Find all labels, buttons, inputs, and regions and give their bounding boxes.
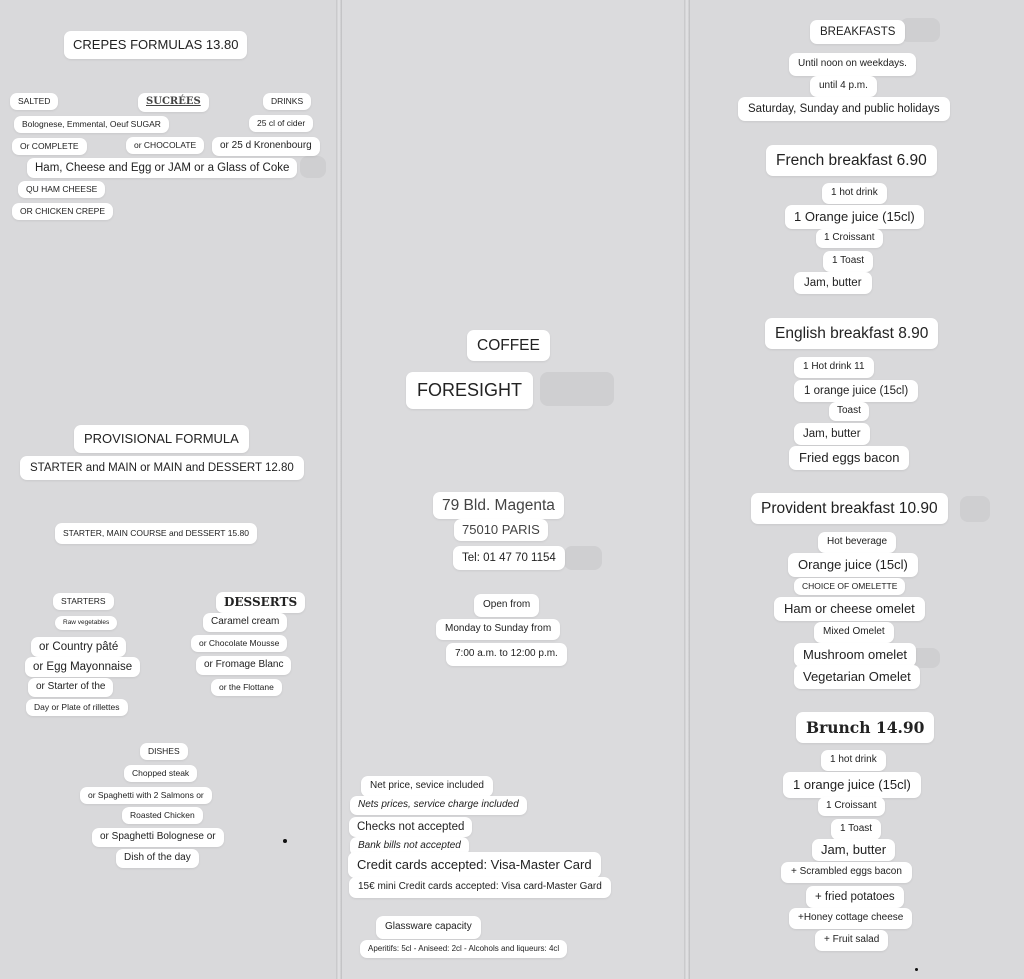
sucrees-label: SUCRÉES bbox=[138, 93, 209, 112]
english-item: 1 orange juice (15cl) bbox=[794, 380, 918, 402]
checks-not-accepted: Checks not accepted bbox=[349, 817, 472, 837]
french-item: Jam, butter bbox=[794, 272, 872, 294]
french-breakfast-title: French breakfast 6.90 bbox=[766, 145, 937, 176]
brunch-item: + fried potatoes bbox=[806, 886, 904, 908]
brunch-item: + Scrambled eggs bacon bbox=[781, 862, 912, 883]
net-prices-italic: Nets prices, service charge included bbox=[350, 796, 527, 815]
faded-label bbox=[564, 546, 602, 570]
provident-item: Mushroom omelet bbox=[794, 643, 916, 667]
brunch-title: Brunch 14.90 bbox=[796, 712, 934, 743]
brunch-item: 1 Croissant bbox=[818, 797, 885, 816]
bank-bills-not-accepted: Bank bills not accepted bbox=[350, 837, 469, 856]
brunch-item: 1 hot drink bbox=[821, 750, 886, 771]
brunch-item: Jam, butter bbox=[812, 839, 895, 861]
crepe-chicken: OR CHICKEN CREPE bbox=[12, 203, 113, 220]
drinks-label: DRINKS bbox=[263, 93, 311, 110]
starter-day-plate: Day or Plate of rillettes bbox=[26, 699, 128, 716]
crepe-ham-line: Ham, Cheese and Egg or JAM or a Glass of Coke bbox=[27, 158, 297, 178]
dish-chopped-steak: Chopped steak bbox=[124, 765, 197, 782]
speck bbox=[283, 839, 287, 843]
brunch-item: +Honey cottage cheese bbox=[789, 908, 912, 929]
breakfasts-title: BREAKFASTS bbox=[810, 20, 905, 44]
credit-cards-minimum: 15€ mini Credit cards accepted: Visa card-Master Gard bbox=[349, 877, 611, 898]
formula-starter-main: STARTER and MAIN or MAIN and DESSERT 12.80 bbox=[20, 456, 304, 480]
address-street: 79 Bld. Magenta bbox=[433, 492, 564, 519]
dessert-caramel: Caramel cream bbox=[203, 613, 287, 632]
telephone: Tel: 01 47 70 1154 bbox=[453, 546, 565, 570]
starter-country-pate: or Country pâté bbox=[31, 637, 126, 657]
speck bbox=[915, 968, 918, 971]
dessert-chocolate-mousse: or Chocolate Mousse bbox=[191, 635, 287, 652]
starter-egg-mayonnaise: or Egg Mayonnaise bbox=[25, 657, 140, 677]
english-item: Jam, butter bbox=[794, 423, 870, 445]
credit-cards-accepted: Credit cards accepted: Visa-Master Card bbox=[348, 852, 601, 878]
panel-fold-right bbox=[684, 0, 690, 979]
panel-fold-left bbox=[336, 0, 342, 979]
starter-of-the: or Starter of the bbox=[28, 678, 113, 697]
salted-label: SALTED bbox=[10, 93, 58, 110]
coffee-title: COFFEE bbox=[467, 330, 550, 361]
brunch-item: + Fruit salad bbox=[815, 930, 888, 951]
starter-raw-vegetables: Raw vegetables bbox=[55, 616, 117, 630]
french-item: 1 Croissant bbox=[816, 229, 883, 248]
brunch-item: 1 orange juice (15cl) bbox=[783, 772, 921, 798]
french-item: 1 Toast bbox=[823, 251, 873, 272]
formula-starter-full: STARTER, MAIN COURSE and DESSERT 15.80 bbox=[55, 523, 257, 544]
english-item: Toast bbox=[829, 402, 869, 421]
brunch-item: 1 Toast bbox=[831, 819, 881, 840]
open-from: Open from bbox=[474, 594, 539, 617]
glassware-details: Aperitifs: 5cl - Aniseed: 2cl - Alcohols and liqueurs: 4cl bbox=[360, 940, 567, 958]
open-days: Monday to Sunday from bbox=[436, 619, 560, 640]
drink-cider: 25 cl of cider bbox=[249, 115, 313, 132]
net-price: Net price, sevice included bbox=[361, 776, 493, 797]
dish-spaghetti-bolognese: or Spaghetti Bolognese or bbox=[92, 828, 224, 847]
english-item: Fried eggs bacon bbox=[789, 446, 909, 470]
dish-spaghetti-salmons: or Spaghetti with 2 Salmons or bbox=[80, 787, 212, 804]
provident-item: Mixed Omelet bbox=[814, 622, 894, 643]
faded-label bbox=[300, 156, 326, 178]
faded-label bbox=[540, 372, 614, 406]
english-breakfast-title: English breakfast 8.90 bbox=[765, 318, 938, 349]
until-4pm: until 4 p.m. bbox=[810, 76, 877, 97]
crepe-bolognese: Bolognese, Emmental, Oeuf SUGAR bbox=[14, 116, 169, 133]
dessert-flottane: or the Flottane bbox=[211, 679, 282, 696]
until-noon: Until noon on weekdays. bbox=[789, 53, 916, 76]
provisional-formula-title: PROVISIONAL FORMULA bbox=[74, 425, 249, 453]
address-postcode: 75010 PARIS bbox=[454, 519, 548, 541]
english-item: 1 Hot drink 11 bbox=[794, 357, 874, 378]
provident-breakfast-title: Provident breakfast 10.90 bbox=[751, 493, 948, 524]
provident-item: Ham or cheese omelet bbox=[774, 597, 925, 621]
french-item: 1 hot drink bbox=[822, 183, 887, 204]
starters-heading: STARTERS bbox=[53, 593, 114, 610]
dishes-heading: DISHES bbox=[140, 743, 188, 760]
provident-item: CHOICE OF OMELETTE bbox=[794, 578, 905, 595]
desserts-heading: DESSERTS bbox=[216, 592, 305, 613]
open-hours: 7:00 a.m. to 12:00 p.m. bbox=[446, 643, 567, 666]
crepe-chocolate: or CHOCOLATE bbox=[126, 137, 204, 154]
crepes-formulas-title: CREPES FORMULAS 13.80 bbox=[64, 31, 247, 59]
crepe-qu-ham: QU HAM CHEESE bbox=[18, 181, 105, 198]
provident-item: Orange juice (15cl) bbox=[788, 553, 918, 577]
faded-label bbox=[960, 496, 990, 522]
french-item: 1 Orange juice (15cl) bbox=[785, 205, 924, 229]
drink-kronenbourg: or 25 d Kronenbourg bbox=[212, 137, 320, 156]
dish-roasted-chicken: Roasted Chicken bbox=[122, 807, 203, 824]
provident-item: Vegetarian Omelet bbox=[794, 665, 920, 689]
provident-item: Hot beverage bbox=[818, 532, 896, 553]
glassware-capacity: Glassware capacity bbox=[376, 916, 481, 939]
faded-label bbox=[900, 18, 940, 42]
dish-of-the-day: Dish of the day bbox=[116, 849, 199, 868]
weekend-hours: Saturday, Sunday and public holidays bbox=[738, 97, 950, 121]
crepe-complete: Or COMPLETE bbox=[12, 138, 87, 155]
foresight-title: FORESIGHT bbox=[406, 372, 533, 409]
dessert-fromage-blanc: or Fromage Blanc bbox=[196, 656, 291, 675]
